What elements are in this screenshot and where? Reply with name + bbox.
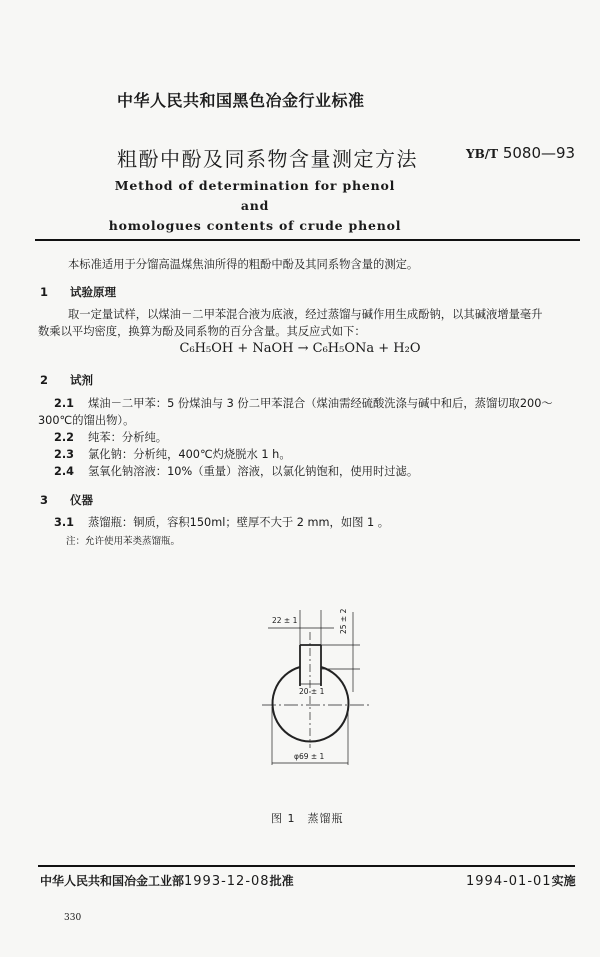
effective-label: 实施 [551,874,576,888]
footer-divider [38,865,575,867]
approve-label: 批准 [269,874,294,888]
reagent-item-2-2: 2.2 纯苯：分析纯。 [54,431,168,444]
reagent-item-2-4: 2.4 氢氧化钠溶液：10%（重量）溶液，以氯化钠饱和，使用时过滤。 [54,465,419,478]
reagent-item-2-1-cont: 300℃的馏出物）。 [38,414,135,427]
dim-neck-height: 25 ± 2 [339,608,348,634]
section-1-heading: 1 试验原理 [40,285,116,299]
dim-neck-inner: 20 ± 1 [299,687,325,696]
document-title-cn: 粗酚中酚及同系物含量测定方法 [117,147,418,171]
issuer: 中华人民共和国冶金工业部 [40,874,185,888]
section-1-paragraph-line2: 数乘以平均密度，换算为酚及同系物的百分含量。其反应式如下： [38,325,366,338]
page-number: 330 [64,913,82,923]
header-divider [35,239,580,241]
standard-code-prefix: YB/T [466,147,499,161]
standard-code-number: 5080—93 [502,144,576,162]
dim-bulb-diameter: φ69 ± 1 [294,752,325,761]
apparatus-note: 注：允许使用苯类蒸馏瓶。 [66,536,181,547]
apparatus-item-3-1: 3.1 蒸馏瓶：铜质，容积150ml；壁厚不大于 2 mm，如图 1 。 [54,516,390,529]
reaction-formula: C₆H₅OH + NaOH → C₆H₅ONa + H₂O [179,341,421,356]
distillation-flask-figure [250,600,380,780]
title-en-line1: Method of determination for phenol and [114,178,396,213]
figure-caption: 图 1 蒸馏瓶 [271,812,344,825]
effective-info [466,872,576,889]
title-en-line2: homologues contents of crude phenol [108,218,402,233]
standard-org-title: 中华人民共和国黑色冶金行业标准 [117,91,365,110]
section-3-heading: 3 仪器 [40,493,93,507]
dim-neck-outer: 22 ± 1 [272,616,298,625]
intro-paragraph: 本标准适用于分馏高温煤焦油所得的粗酚中酚及其同系物含量的测定。 [68,258,419,271]
effective-date: 1994-01-01 [466,874,552,889]
approve-date: 1993-12-08 [184,874,270,889]
document-title-en [100,176,410,236]
reagent-item-2-3: 2.3 氯化钠：分析纯，400℃灼烧脱水 1 h。 [54,448,291,461]
section-2-heading: 2 试剂 [40,373,93,387]
section-1-paragraph-line1: 取一定量试样，以煤油－二甲苯混合液为底液，经过蒸馏与碱作用生成酚钠，以其碱液增量毫升 [68,308,543,321]
approval-info [40,872,294,889]
standard-code [466,144,575,162]
reagent-item-2-1: 2.1 煤油－二甲苯：5 份煤油与 3 份二甲苯混合（煤油需经硫酸洗涤与碱中和后，蒸馏切取200～ [54,397,553,410]
